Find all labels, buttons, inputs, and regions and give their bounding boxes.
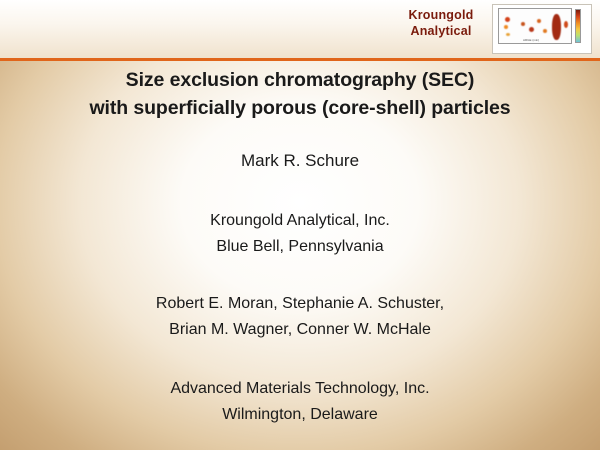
- header-accent-rule: [0, 58, 600, 61]
- chromatogram-spot: [537, 19, 541, 23]
- title-line-2: with superficially porous (core-shell) particles: [89, 96, 511, 119]
- affiliation-group-1: [0, 208, 600, 260]
- chromatogram-colorbar: [575, 9, 581, 43]
- chromatogram-spot: [543, 29, 547, 33]
- coauthor-line: Brian M. Wagner, Conner W. McHale: [169, 320, 431, 338]
- affiliation-line: Kroungold Analytical, Inc.: [210, 212, 390, 229]
- coauthor-line: Robert E. Moran, Stephanie A. Schuster,: [155, 295, 445, 312]
- affiliation-line: Advanced Materials Technology, Inc.: [170, 380, 430, 397]
- affiliation-line: Wilmington, Delaware: [222, 405, 378, 423]
- thumbnail-axis-label: ARGE (min): [523, 38, 540, 42]
- chromatogram-spot: [504, 25, 508, 29]
- chromatogram-spot-large: [552, 14, 561, 40]
- chromatogram-spot: [564, 21, 568, 28]
- affiliation-line: Blue Bell, Pennsylvania: [216, 237, 384, 255]
- chromatogram-thumbnail: [492, 4, 592, 54]
- kroungold-analytical-logo: [398, 8, 484, 39]
- chromatogram-spot: [521, 22, 525, 26]
- chromatogram-plot-area: [498, 8, 572, 44]
- chromatogram-spot: [506, 33, 510, 36]
- presenter-name-text: Mark R. Schure: [240, 151, 360, 170]
- logo-line-1: Kroungold: [408, 8, 474, 22]
- chromatogram-spot: [505, 17, 510, 22]
- page-title: [0, 67, 600, 122]
- presenter-name: [0, 148, 600, 174]
- affiliation-group-2: [0, 291, 600, 343]
- chromatogram-spot: [529, 27, 534, 32]
- logo-line-2: Analytical: [410, 23, 472, 38]
- title-line-1: Size exclusion chromatography (SEC): [125, 69, 475, 91]
- affiliation-group-3: [0, 376, 600, 428]
